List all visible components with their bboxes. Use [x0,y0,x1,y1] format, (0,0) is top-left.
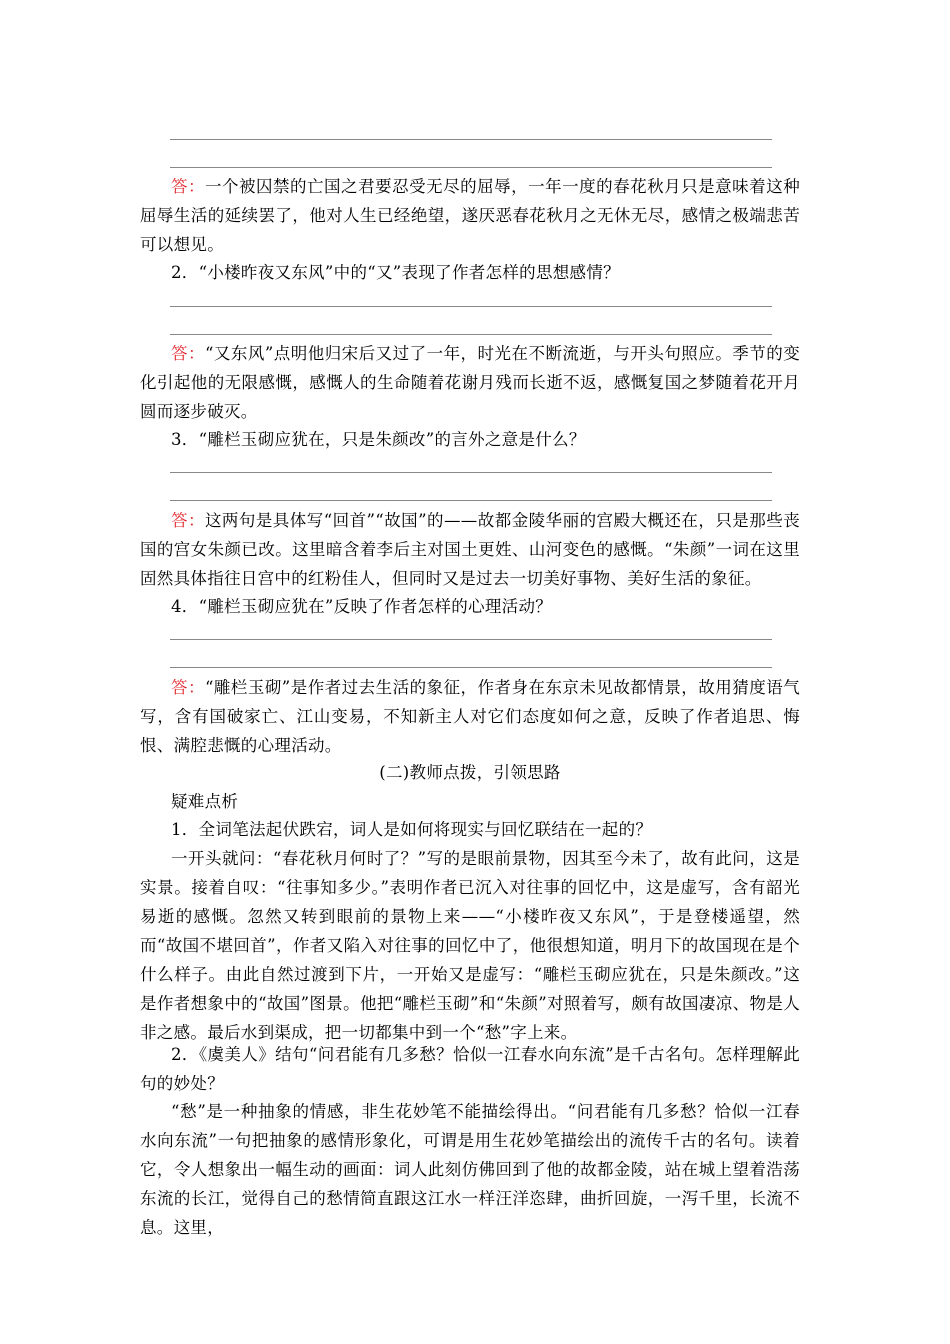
analysis1-text: 一开头就问：“春花秋月何时了？”写的是眼前景物，因其至今未了，故有此问，这是实景。接着自叹：“往事知多少。”表明作者已沉入对往事的回忆中，这是虚写，含有韶光易逝的感慨。忽然又转到眼前的景物上来——“小楼昨夜又东风”，于是登楼遥望，然而“故国不堪回首”，作者又陷入对往事的回忆中了，他很想知道，明月下的故国现在是个什么样子。由此自然过渡到下片，一开始又是虚写：“雕栏玉砌应犹在，只是朱颜改。”这是作者想象中的“故国”图景。他把“雕栏玉砌”和“朱颜”对照着写，颇有故国凄凉、物是人非之感。最后水到渠成，把一切都集中到一个“愁”字上来。 [140,849,800,1042]
answer-blank-line [170,167,772,168]
q2-answer-text: “又东风”点明他归宋后又过了一年，时光在不断流逝，与开头句照应。季节的变化引起他的无限感慨，感慨人的生命随着花谢月残而长逝不返，感慨复国之梦随着花开月圆而逐步破灭。 [140,344,800,421]
answer-blank-line [170,667,772,668]
q2-question: 2．“小楼昨夜又东风”中的“又”表现了作者怎样的思想感情？ [171,263,620,282]
answer-label: 答： [171,678,205,697]
answer-blank-line [170,500,772,501]
analysis2-text: “愁”是一种抽象的情感，非生花妙笔不能描绘得出。“问君能有几多愁？恰似一江春水向东流”一句把抽象的感情形象化，可谓是用生花妙笔描绘出的流传千古的名句。读着它，令人想象出一幅生动的画面：词人此刻仿佛回到了他的故都金陵，站在城上望着浩荡东流的长江，觉得自己的愁情简直跟这江水一样汪洋恣肆，曲折回旋，一泻千里，长流不息。这里， [140,1102,800,1237]
section-title: (二)教师点拨，引领思路 [379,763,561,782]
answer-blank-line [170,472,772,473]
q1-answer-text: 一个被囚禁的亡国之君要忍受无尽的屈辱，一年一度的春花秋月只是意味着这种屈辱生活的延续罢了，他对人生已经绝望，遂厌恶春花秋月之无休无尽，感情之极端悲苦可以想见。 [140,177,800,254]
answer-label: 答： [171,177,206,196]
q3-answer-text: 这两句是具体写“回首”“故国”的——故都金陵华丽的宫殿大概还在，只是那些丧国的宫女朱颜已改。这里暗含着李后主对国土更姓、山河变色的感慨。“朱颜”一词在这里固然具体指往日宫中的红粉佳人，但同时又是过去一切美好事物、美好生活的象征。 [140,511,800,588]
q4-answer-text: “雕栏玉砌”是作者过去生活的象征，作者身在东京未见故都情景，故用猜度语气写，含有国破家亡、江山变易，不知新主人对它们态度如何之意，反映了作者追思、悔恨、满腔悲慨的心理活动。 [140,678,800,755]
answer-label: 答： [171,511,205,530]
answer-label: 答： [171,344,205,363]
q3-answer [140,506,800,593]
answer-blank-line [170,334,772,335]
analysis1-question: 1．全词笔法起伏跌宕，词人是如何将现实与回忆联结在一起的？ [171,820,653,839]
q4-question: 4．“雕栏玉砌应犹在”反映了作者怎样的心理活动？ [171,597,553,616]
answer-blank-line [170,306,772,307]
q3-question: 3．“雕栏玉砌应犹在，只是朱颜改”的言外之意是什么？ [171,430,586,449]
q4-answer [140,673,800,760]
analysis2-question: 2．《虞美人》结句“问君能有几多愁？恰似一江春水向东流”是千古名句。怎样理解此句的妙处？ [140,1045,800,1093]
subsection-title: 疑难点析 [171,792,239,811]
answer-blank-line [170,139,772,140]
q2-answer [140,339,800,426]
q1-answer [140,172,800,259]
answer-blank-line [170,639,772,640]
